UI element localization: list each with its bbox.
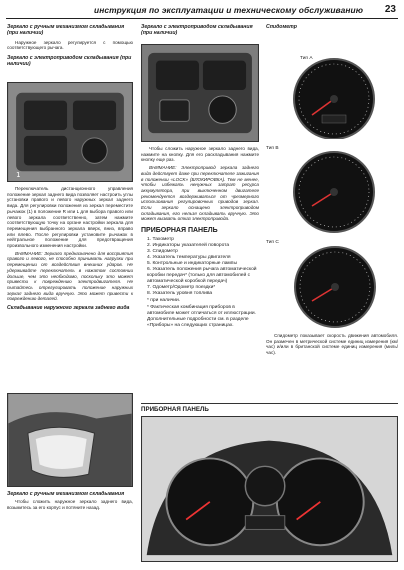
page-number: 23 [384,4,396,15]
label-type-a: Тип А [300,56,313,61]
section-instrument-panel: ПРИБОРНАЯ ПАНЕЛЬ [141,227,218,235]
list-item: 1. Тахометр [147,237,174,243]
list-item: 4. Указатель температуры двигателя [147,255,231,261]
column-left-bottom [7,491,133,511]
para-manual-fold: Чтобы сложить наружное зеркало заднего вида, возьмитесь за его корпус и потяните назад. [7,499,133,510]
column-left-lower [7,186,133,311]
speedometer-type-b [282,148,386,234]
list-item: 6. Указатель положения рычага автоматической коробки передач* (только для автомобилей с автоматической коробкой передач) [147,267,257,285]
heading-manual-mirror: Зеркало с ручным механизмом складывания (при наличии) [7,24,125,37]
heading-folding: Складывание наружного зеркала заднего вида [7,305,130,312]
mirror-switch-photo [7,82,133,182]
label-type-b: Тип B [266,146,279,151]
label-type-c: Тип C [266,240,279,245]
list-item: 7. Одометр/Одометр поездки* [147,285,216,291]
instrument-panel-heading: ПРИБОРНАЯ ПАНЕЛЬ [141,403,398,413]
para-mirror-adjust: Переключатель дистанционного управления положение зеркал заднего вида позволяет настроить углы установки правого и левого наружных зеркал заднего вида. Для регулировки положения из зеркал переместите рычажок (1) в положение R или L для выбора правого или левого зеркала соответственно, затем нажмите соответствующую точку на органе настройки зеркала для перемещения выбранного зеркала вверх, вниз, вправо или влево. После регулировки установите рычажок в нейтральное положение для предотвращения произвольного изменения настройки. [7,186,133,249]
para-manual-mirror: Наружное зеркало регулируется с помощью соответствующего рычага. [7,39,133,51]
list-item: 2. Индикаторы указателей поворота [147,243,230,249]
para-fold-warning: ВНИМАНИЕ: Электропривод зеркала заднего вида действует даже при переключателе зажигания в положении «LOCK» (БЛОКИРОВКА). Тем не менее, чтобы избежать ненужных затрат ресурса аккумулятора, при выключенном двигателе рекомендуется воздерживаться от чрезмерного использования регулировочных приводов зеркал. Если зеркало оснащено электроприводом складывания, его нельзя складывать вручную. Это может вызвать отказ электропривода. [141,165,259,222]
heading-speedometer: Спидометр [266,24,297,30]
column-left [7,24,133,68]
list-item: 8. Указатель уровня топлива [147,291,213,297]
svg-text:1: 1 [16,171,21,180]
column-right-text [266,333,398,356]
header-title: инструкция по эксплуатации и техническому обслуживанию [94,5,364,15]
column-middle [141,24,259,37]
footnote-availability: * при наличии. [147,298,181,304]
para-fold-button: Чтобы сложить наружное зеркало заднего вида, нажмите на кнопку. Для его раскладывания нажмите кнопку еще раз. [141,146,259,163]
list-item: 3. Спидометр [147,249,178,255]
instrument-list [141,237,259,297]
folded-mirror-photo [7,393,133,487]
speedometer-type-a [282,55,386,139]
footnote-illustration: * Фактическая комбинация приборов в автомобиле может отличаться от иллюстрации. Дополнительные подробности см. в разделе «Приборы» на следующих страницах. [147,305,256,329]
speedometer-type-c [276,243,394,329]
list-item: 5. Контрольные и индикаторные лампы [147,261,237,267]
instrument-panel-photo [141,416,398,562]
heading-electric-fold: Зеркало с электроприводом складывания (при наличии) [141,24,253,37]
para-speedometer: Спидометр показывает скорость движения автомобиля. Он размечен в метрической системе единиц измерения (км/час) и/или в британской системе единиц измерения (миль/час). [266,333,398,356]
heading-electric-mirror: Зеркало с электроприводом складывания (при наличии) [7,55,132,68]
page-header [6,3,398,19]
para-mirror-warning: ВНИМАНИЕ: Зеркало предназначено для восприятия правого и левого, не способно принимать нагрузки при перемещении от воздействия внешних ударов. Не удерживайте переключатель в нажатом состоянии дольше, чем это необходимо, поскольку это может привести к повреждению электродвигателя. Не пытайтесь отрегулировать положение наружных зеркал заднего вида вручную. Это может привести к повреждению деталей. [7,250,133,302]
column-middle-lower [141,146,259,329]
fold-button-photo [141,44,259,142]
column-right [266,24,398,30]
heading-manual-fold: Зеркало с ручным механизмом складывания [7,491,125,497]
